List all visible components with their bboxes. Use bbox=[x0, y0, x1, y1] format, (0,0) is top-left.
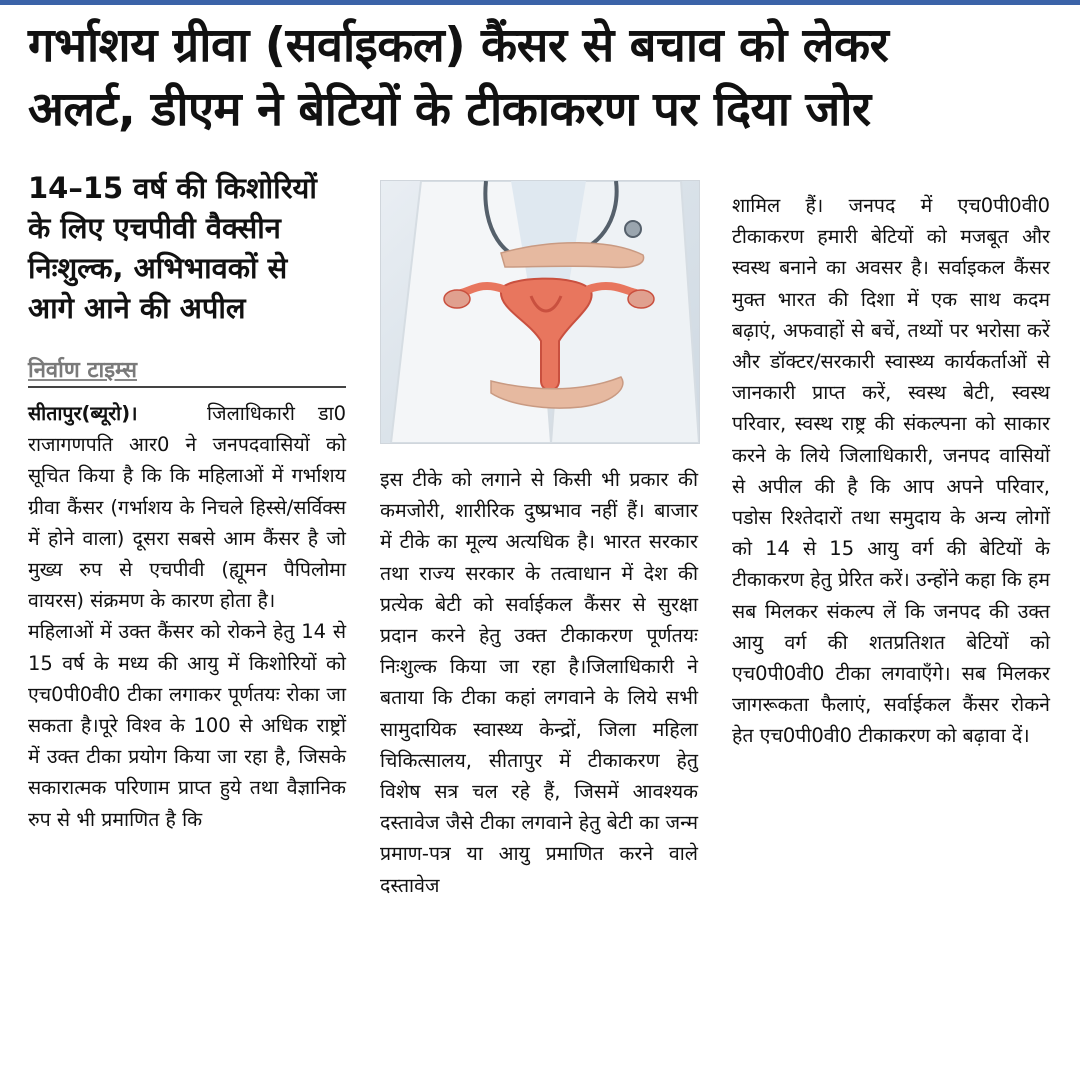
top-accent-bar bbox=[0, 0, 1080, 5]
byline-text: निर्वाण टाइम्स bbox=[28, 358, 138, 383]
subhead-line-1: 14–15 वर्ष की किशोरियों bbox=[28, 171, 317, 205]
subhead-line-2: के लिए एचपीवी वैक्सीन bbox=[28, 211, 281, 245]
article-paragraph-3: इस टीके को लगाने से किसी भी प्रकार की कमजोरी, शारीरिक दुष्प्रभाव नहीं हैं। बाजार में टीके का मूल्य अत्यधिक है। भारत सरकार तथा राज्य सरकार के तत्वाधान में देश की प्रत्येक बेटी को सर्वाईकल कैंसर से सुरक्षा प्रदान करने हेतु उक्त टीकाकरण पूर्णतयः निःशुल्क किया जा रहा है।जिलाधिकारी ने बताया कि टीका कहां लगवाने के लिये सभी सामुदायिक स्वास्थ्य केन्द्रों, जिला महिला चिकित्सालय, सीतापुर में टीकाकरण हेतु विशेष सत्र चल रहे हैं, जिसमें आवश्यक दस्तावेज जैसे टीका लगवाने हेतु बेटी का जन्म प्रमाण-पत्र या आयु प्रमाणित करने वाले दस्तावेज bbox=[380, 468, 698, 897]
article-paragraph-4: शामिल हैं। जनपद में एच0पी0वी0 टीकाकरण हमारी बेटियों को मजबूत और स्वस्थ बनाने का अवसर है। सर्वाइकल कैंसर मुक्त भारत की दिशा में एक साथ कदम बढ़ाएं, अफवाहों से बचें, तथ्यों पर भरोसा करें और डॉक्टर/सरकारी स्वास्थ्य कार्यकर्ताओं से जानकारी प्राप्त करें, स्वस्थ बेटी, स्वस्थ परिवार, स्वस्थ राष्ट्र की संकल्पना को साकार करने के लिये जिलाधिकारी, जनपद वासियों से अपील की है कि आप अपने परिवार, पडोस रिश्तेदारों तथा समुदाय के अन्य लोगों को 14 से 15 आयु वर्ग की बेटियों के टीकाकरण हेतु प्रेरित करें। उन्होंने कहा कि हम सब मिलकर संकल्प लें कि जनपद की उक्त आयु वर्ग की शतप्रतिशत बेटियों को एच0पी0वी0 टीका लगवाएँगे। सब मिलकर जागरूकता फैलाएं, सर्वाईकल कैंसर रोकने हेत एच0पी0वी0 टीकाकरण को बढ़ावा दें। bbox=[732, 194, 1050, 748]
subhead-line-3: निःशुल्क, अभिभावकों से bbox=[28, 251, 288, 285]
article-photo bbox=[380, 180, 700, 444]
headline-line-1: गर्भाशय ग्रीवा (सर्वाइकल) कैंसर से बचाव को लेकर bbox=[28, 18, 889, 73]
stethoscope-chest-piece bbox=[625, 221, 641, 237]
ovary-right bbox=[628, 290, 654, 308]
doctor-holding-uterus-model-illustration bbox=[381, 181, 699, 443]
article-column-2 bbox=[380, 464, 698, 901]
headline-line-2: अलर्ट, डीएम ने बेटियों के टीकाकरण पर दिया जोर bbox=[28, 82, 871, 137]
dateline: सीतापुर(ब्यूरो)। bbox=[28, 402, 138, 425]
subhead-line-4: आगे आने की अपील bbox=[28, 291, 246, 325]
headline bbox=[28, 14, 1058, 142]
article-paragraph-2: महिलाओं में उक्त कैंसर को रोकने हेतु 14 से 15 वर्ष के मध्य की आयु में किशोरियों को एच0पी0वी0 टीका लगाकर पूर्णतयः रोका जा सकता है।पूरे विश्व के 100 से अधिक राष्ट्रों में उक्त टीका प्रयोग किया जा रहा है, जिसके सकारात्मक परिणाम प्राप्त हुये तथा वैज्ञानिक रुप से भी प्रमाणित है कि bbox=[28, 620, 346, 831]
article-column-1 bbox=[28, 398, 346, 835]
article-column-3 bbox=[732, 190, 1050, 752]
ovary-left bbox=[444, 290, 470, 308]
article-paragraph-1-text: जिलाधिकारी डा0 राजागणपति आर0 ने जनपदवासियों को सूचित किया है कि कि महिलाओं में गर्भाशय ग्रीवा कैंसर (गर्भाशय के निचले हिस्से/सर्विक्स में होने वाला) दूसरा सबसे आम कैंसर है जो मुख्य रुप से एचपीवी (ह्यूमन पैपिलोमा वायरस) संक्रमण के कारण होता है। bbox=[28, 402, 346, 613]
subheadline bbox=[28, 168, 348, 328]
byline bbox=[28, 354, 346, 388]
article-paragraph-1 bbox=[28, 398, 346, 616]
